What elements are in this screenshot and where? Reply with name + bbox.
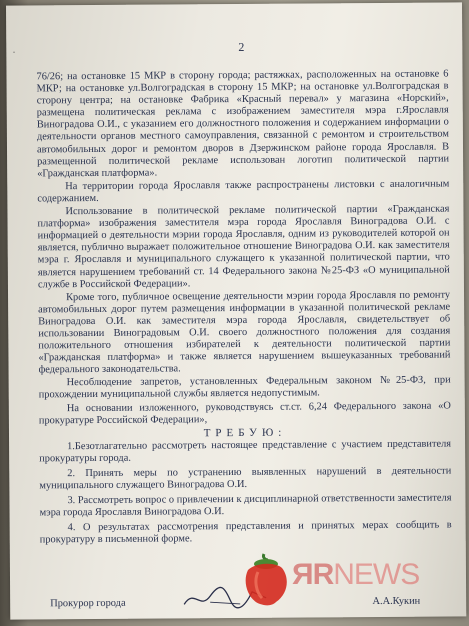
demand-item: 4. О результатах рассмотрения представления и принятых мерах сообщить в прокуратуру в письменной форме. (39, 519, 452, 546)
paragraph: На территории города Ярославля также распространены листовки с аналогичным содержанием. (37, 178, 450, 205)
demand-item: 1.Безотлагательно рассмотреть настоящее представление с участием представителя прокуратуры города. (39, 438, 452, 465)
margin-mark: · (12, 47, 16, 59)
document-page (6, 2, 466, 619)
page-number: 2 (238, 39, 245, 54)
paragraph: Кроме того, публичное освещение деятельности мэрии города Ярославля по ремонту автомобильных дорог путем размещения информации в указанной политической рекламе Виноградова О.И. как заместителя мэра города Ярославля, свидетельствует об использовании Виноградовым О.И. своего должностного положения для создания положительного отношения избирателей к деятельности политической партии «Гражданская платформа» и также является нарушением вышеуказанных требований федерального законодательства. (38, 289, 451, 376)
paragraph: Несоблюдение запретов, установленных Федеральным законом №25-ФЗ, при прохождении муниципальной службы является недопустимым. (38, 374, 451, 401)
demand-item: 2. Принять меры по устранению выявленных нарушений в деятельности муниципального служащего Виноградова О.И. (39, 465, 452, 492)
watermark-text (292, 558, 419, 592)
signer-name: А.А.Кукин (372, 595, 421, 608)
paragraph: Использование в политической рекламе политической партии «Гражданская платформа» изображения заместителя мэра города Ярославля Виноградова О.И. с информацией о деятельности мэрии города Ярославля, одним из руководителей которой он является, публично выражает положительное отношение Виноградова О.И. как заместителя мэра г. Ярославля и муниципального служащего к указанной политической партии, что является нарушением требований ст. 14 Федерального закона №25-ФЗ «О муниципальной службе в Российской Федерации». (37, 203, 450, 290)
paragraph: На основании изложенного, руководствуясь ст.ст. 6,24 Федерального закона «О прокуратуре Российской Федерации», (38, 400, 451, 426)
document-body (36, 69, 451, 550)
watermark-text-main: ЯR (292, 558, 334, 591)
demand-item: 3. Рассмотреть вопрос о привлечении к дисциплинарной ответственности заместителя мэра города Ярославля Виноградова О.И. (39, 492, 452, 519)
watermark-logo (238, 548, 448, 608)
red-pepper-icon (238, 548, 294, 608)
demand-list (39, 438, 452, 547)
demand-heading: ТРЕБУЮ: (203, 426, 287, 439)
watermark-text-news: NEWS (333, 558, 420, 591)
signer-position: Прокурор города (50, 597, 126, 610)
paragraph: 76/26; на остановке 15 МКР в сторону города; растяжках, расположенных на остановке 6 МКР; на остановке ул.Волгоградская в сторону 15 МКР; на остановке ул.Волгоградская в сторону центра; на остановке Фабрика «Красный перевал» у магазина «Норский», размещена политическая реклама с изображением заместителя мэра г.Ярославля Виноградова О.И., с указанием его должностного положения и содержанием информации о деятельности органов местного самоуправления, связанной с ремонтом и строительством автомобильных дорог и ремонтом дворов в Дзержинском районе города Ярославля. В размещенной политической рекламе использован логотип политической партии «Гражданская платформа». (36, 68, 450, 180)
